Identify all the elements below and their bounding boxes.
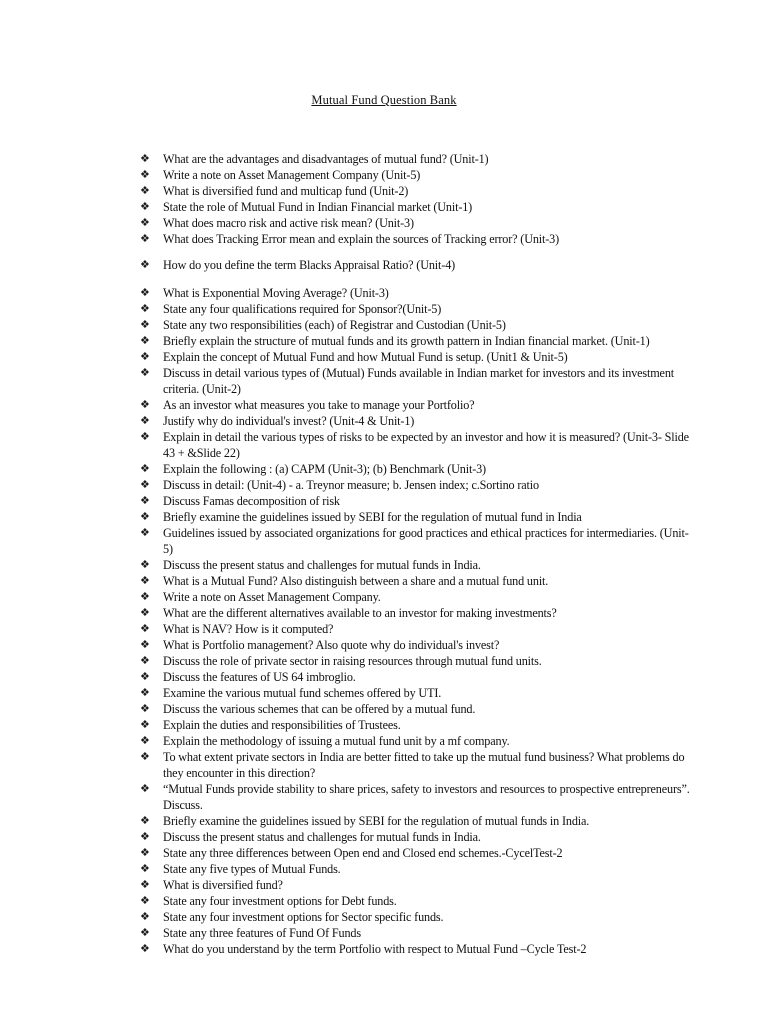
question-text: State any three features of Fund Of Funds	[163, 926, 361, 940]
question-text: Explain the concept of Mutual Fund and how Mutual Fund is setup. (Unit1 & Unit-5)	[163, 350, 568, 364]
list-item	[140, 413, 695, 429]
question-text: Briefly examine the guidelines issued by SEBI for the regulation of mutual fund in India	[163, 510, 582, 524]
list-item	[140, 231, 695, 247]
list-item	[140, 477, 695, 493]
diamond-bullet-icon: ❖	[140, 527, 150, 539]
list-item	[140, 589, 695, 605]
list-item	[140, 621, 695, 637]
diamond-bullet-icon: ❖	[140, 943, 150, 955]
list-item	[140, 285, 695, 301]
list-item	[140, 509, 695, 525]
question-text: Discuss the present status and challenges for mutual funds in India.	[163, 830, 481, 844]
question-text: State any five types of Mutual Funds.	[163, 862, 341, 876]
list-item	[140, 685, 695, 701]
diamond-bullet-icon: ❖	[140, 815, 150, 827]
diamond-bullet-icon: ❖	[140, 351, 150, 363]
question-text: Explain the following : (a) CAPM (Unit-3); (b) Benchmark (Unit-3)	[163, 462, 486, 476]
question-text: State any three differences between Open end and Closed end schemes.-CycelTest-2	[163, 846, 563, 860]
diamond-bullet-icon: ❖	[140, 559, 150, 571]
question-text: What is Exponential Moving Average? (Unit-3)	[163, 286, 389, 300]
question-text: What does Tracking Error mean and explain the sources of Tracking error? (Unit-3)	[163, 232, 560, 246]
list-item	[140, 669, 695, 685]
diamond-bullet-icon: ❖	[140, 335, 150, 347]
list-item	[140, 183, 695, 199]
question-text: As an investor what measures you take to manage your Portfolio?	[163, 398, 475, 412]
question-text: Discuss the role of private sector in raising resources through mutual fund units.	[163, 654, 542, 668]
diamond-bullet-icon: ❖	[140, 217, 150, 229]
diamond-bullet-icon: ❖	[140, 303, 150, 315]
list-item	[140, 167, 695, 183]
list-item	[140, 893, 695, 909]
diamond-bullet-icon: ❖	[140, 703, 150, 715]
question-text: What are the advantages and disadvantages of mutual fund? (Unit-1)	[163, 152, 489, 166]
diamond-bullet-icon: ❖	[140, 783, 150, 795]
question-text: Justify why do individual's invest? (Unit-4 & Unit-1)	[163, 414, 415, 428]
question-text: Guidelines issued by associated organizations for good practices and ethical practices for intermediaries. (Unit-5)	[163, 526, 689, 556]
question-text: Discuss the features of US 64 imbroglio.	[163, 670, 356, 684]
list-item	[140, 493, 695, 509]
question-text: What is NAV? How is it computed?	[163, 622, 334, 636]
question-text: Discuss the various schemes that can be offered by a mutual fund.	[163, 702, 476, 716]
question-text: Explain in detail the various types of risks to be expected by an investor and how it is measured? (Unit-3- Slide 43 + &Slide 22)	[163, 430, 689, 460]
question-text: State any four qualifications required for Sponsor?(Unit-5)	[163, 302, 442, 316]
list-item	[140, 301, 695, 317]
diamond-bullet-icon: ❖	[140, 847, 150, 859]
list-item	[140, 909, 695, 925]
list-item	[140, 813, 695, 829]
list-item	[140, 925, 695, 941]
list-item	[140, 653, 695, 669]
question-text: State any four investment options for Sector specific funds.	[163, 910, 444, 924]
question-text: State the role of Mutual Fund in Indian Financial market (Unit-1)	[163, 200, 473, 214]
diamond-bullet-icon: ❖	[140, 719, 150, 731]
list-item	[140, 877, 695, 893]
question-text: What does macro risk and active risk mean? (Unit-3)	[163, 216, 414, 230]
list-item	[140, 397, 695, 413]
diamond-bullet-icon: ❖	[140, 831, 150, 843]
list-item	[140, 349, 695, 365]
diamond-bullet-icon: ❖	[140, 879, 150, 891]
list-item	[140, 941, 695, 957]
list-item	[140, 733, 695, 749]
diamond-bullet-icon: ❖	[140, 479, 150, 491]
question-text: What is diversified fund and multicap fund (Unit-2)	[163, 184, 409, 198]
question-text: Explain the duties and responsibilities of Trustees.	[163, 718, 401, 732]
diamond-bullet-icon: ❖	[140, 591, 150, 603]
diamond-bullet-icon: ❖	[140, 511, 150, 523]
list-item	[140, 701, 695, 717]
list-item	[140, 717, 695, 733]
diamond-bullet-icon: ❖	[140, 185, 150, 197]
question-text: What do you understand by the term Portfolio with respect to Mutual Fund –Cycle Test-2	[163, 942, 587, 956]
list-item	[140, 781, 695, 813]
list-item	[140, 557, 695, 573]
diamond-bullet-icon: ❖	[140, 927, 150, 939]
question-text: “Mutual Funds provide stability to share prices, safety to investors and resources to prospective entrepreneurs”. Discuss.	[163, 782, 690, 812]
diamond-bullet-icon: ❖	[140, 687, 150, 699]
diamond-bullet-icon: ❖	[140, 287, 150, 299]
list-item	[140, 861, 695, 877]
list-item	[140, 257, 695, 273]
list-item	[140, 605, 695, 621]
question-text: What is Portfolio management? Also quote why do individual's invest?	[163, 638, 500, 652]
list-item	[140, 845, 695, 861]
diamond-bullet-icon: ❖	[140, 495, 150, 507]
diamond-bullet-icon: ❖	[140, 751, 150, 763]
diamond-bullet-icon: ❖	[140, 367, 150, 379]
question-text: Discuss Famas decomposition of risk	[163, 494, 340, 508]
diamond-bullet-icon: ❖	[140, 575, 150, 587]
question-text: Explain the methodology of issuing a mutual fund unit by a mf company.	[163, 734, 510, 748]
diamond-bullet-icon: ❖	[140, 671, 150, 683]
diamond-bullet-icon: ❖	[140, 399, 150, 411]
diamond-bullet-icon: ❖	[140, 639, 150, 651]
question-text: Discuss the present status and challenges for mutual funds in India.	[163, 558, 481, 572]
question-text: State any four investment options for Debt funds.	[163, 894, 397, 908]
list-item	[140, 829, 695, 845]
list-item	[140, 199, 695, 215]
diamond-bullet-icon: ❖	[140, 655, 150, 667]
list-item	[140, 215, 695, 231]
diamond-bullet-icon: ❖	[140, 431, 150, 443]
diamond-bullet-icon: ❖	[140, 863, 150, 875]
diamond-bullet-icon: ❖	[140, 735, 150, 747]
diamond-bullet-icon: ❖	[140, 201, 150, 213]
list-item	[140, 429, 695, 461]
list-item	[140, 573, 695, 589]
diamond-bullet-icon: ❖	[140, 169, 150, 181]
question-text: State any two responsibilities (each) of Registrar and Custodian (Unit-5)	[163, 318, 506, 332]
diamond-bullet-icon: ❖	[140, 415, 150, 427]
question-text: What are the different alternatives available to an investor for making investments?	[163, 606, 557, 620]
diamond-bullet-icon: ❖	[140, 153, 150, 165]
page-title: Mutual Fund Question Bank	[311, 93, 457, 107]
diamond-bullet-icon: ❖	[140, 259, 150, 271]
diamond-bullet-icon: ❖	[140, 463, 150, 475]
diamond-bullet-icon: ❖	[140, 911, 150, 923]
list-item	[140, 637, 695, 653]
question-text: Write a note on Asset Management Company (Unit-5)	[163, 168, 421, 182]
question-text: Discuss in detail: (Unit-4) - a. Treynor measure; b. Jensen index; c.Sortino ratio	[163, 478, 539, 492]
diamond-bullet-icon: ❖	[140, 895, 150, 907]
list-item	[140, 525, 695, 557]
question-text: Examine the various mutual fund schemes offered by UTI.	[163, 686, 442, 700]
question-text: Discuss in detail various types of (Mutual) Funds available in Indian market for investors and its investment criteria. (Unit-2)	[163, 366, 674, 396]
list-item	[140, 151, 695, 167]
question-text: To what extent private sectors in India are better fitted to take up the mutual fund business? What problems do they encounter in this direction?	[163, 750, 685, 780]
question-text: What is diversified fund?	[163, 878, 283, 892]
list-item	[140, 461, 695, 477]
question-list	[140, 151, 695, 957]
list-item	[140, 365, 695, 397]
question-text: Briefly examine the guidelines issued by SEBI for the regulation of mutual funds in India.	[163, 814, 590, 828]
diamond-bullet-icon: ❖	[140, 607, 150, 619]
list-item	[140, 317, 695, 333]
diamond-bullet-icon: ❖	[140, 319, 150, 331]
diamond-bullet-icon: ❖	[140, 623, 150, 635]
question-text: What is a Mutual Fund? Also distinguish between a share and a mutual fund unit.	[163, 574, 549, 588]
list-item	[140, 333, 695, 349]
diamond-bullet-icon: ❖	[140, 233, 150, 245]
list-item	[140, 749, 695, 781]
question-text: Write a note on Asset Management Company.	[163, 590, 381, 604]
question-text: Briefly explain the structure of mutual funds and its growth pattern in Indian financial market. (Unit-1)	[163, 334, 650, 348]
question-text: How do you define the term Blacks Appraisal Ratio? (Unit-4)	[163, 258, 456, 272]
